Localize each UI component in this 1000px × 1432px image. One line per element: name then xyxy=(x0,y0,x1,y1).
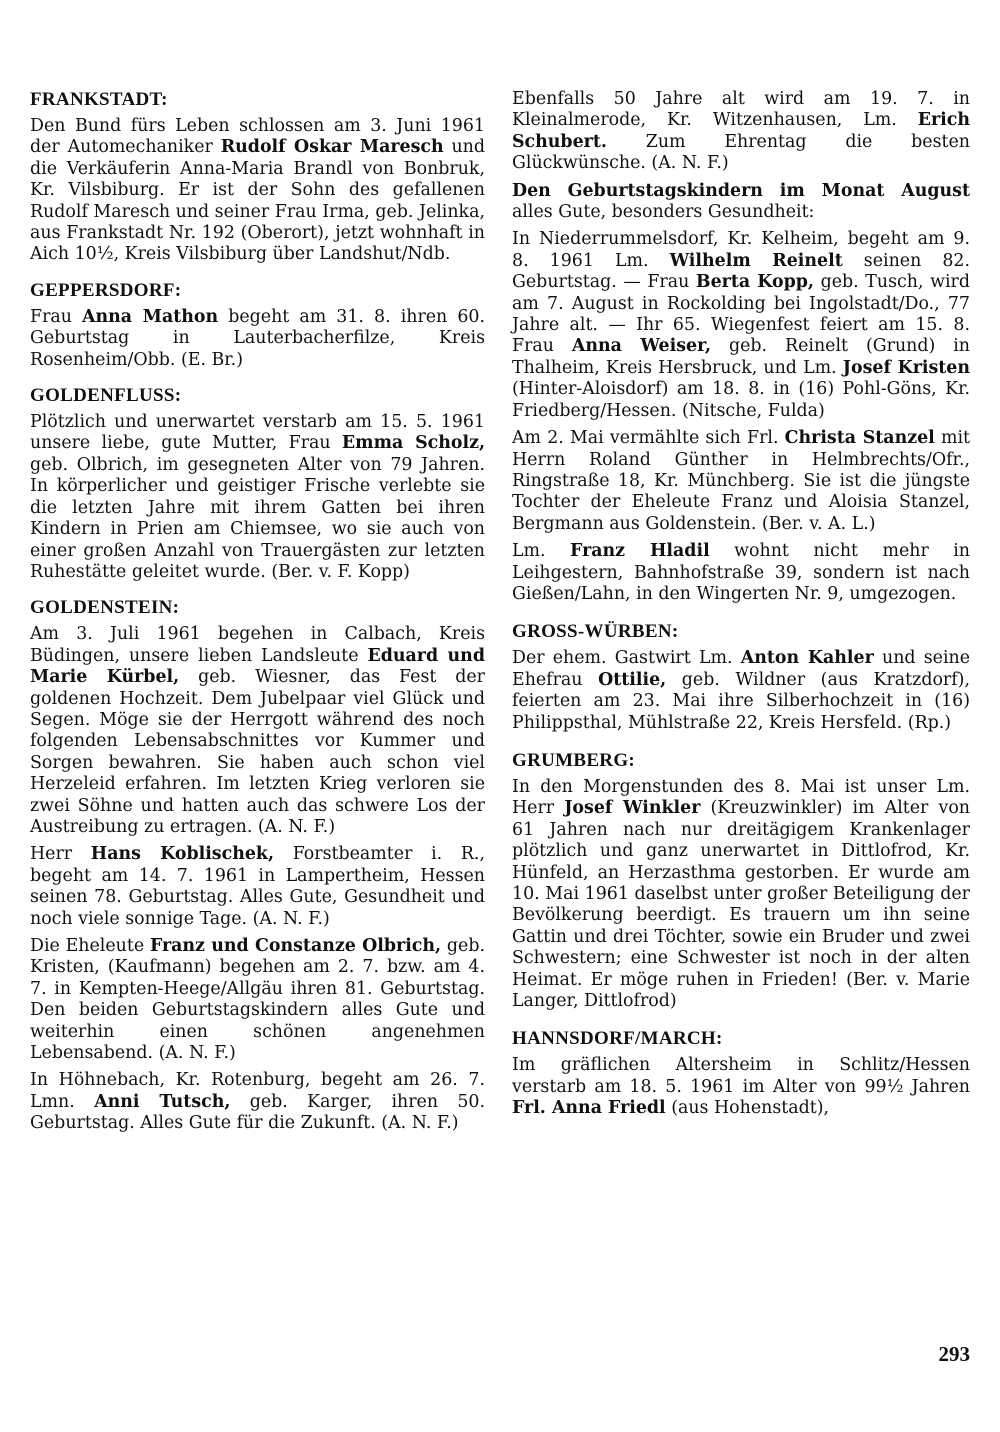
paragraph: Lm. Franz Hladil wohnt nicht mehr in Leihgestern, Bahnhofstraße 39, sondern ist nach Gießen/Lahn, in den Wingerten Nr. 9, umgezogen. xyxy=(512,541,970,604)
paragraph: Am 3. Juli 1961 begehen in Calbach, Kreis Büdingen, unsere lieben Landsleute Eduard und Marie Kürbel, geb. Wiesner, das Fest der goldenen Hochzeit. Dem Jubelpaar viel Glück und Segen. Möge sie der Herrgott während des noch folgenden Lebensabschnittes vor Kummer und Sorgen bewahren. Sie haben auch schon viel Herzeleid erfahren. Im letzten Krieg verloren sie zwei Söhne und hatten auch das schwere Los der Austreibung zu ertragen. (A. N. F.) xyxy=(30,624,485,837)
paragraph: In den Morgenstunden des 8. Mai ist unser Lm. Herr Josef Winkler (Kreuzwinkler) im Alter von 61 Jahren nach nur dreitägigem Krankenlager plötzlich und ganz unerwartet in Dittlofrod, Kr. Hünfeld, an Herzasthma gestorben. Er wurde am 10. Mai 1961 daselbst unter großer Beteiligung der Bevölkerung beerdigt. Es trauern um ihn seine Gattin und drei Töchter, sowie ein Bruder und zwei Schwestern; eine Schwester ist noch in der alten Heimat. Er möge ruhen in Frieden! (Ber. v. Marie Langer, Dittlofrod) xyxy=(512,776,970,1012)
section-heading-goldenfluss: GOLDENFLUSS: xyxy=(30,385,182,407)
paragraph: Der ehem. Gastwirt Lm. Anton Kahler und seine Ehefrau Ottilie, geb. Wildner (aus Kratzdorf), feierten am 23. Mai ihre Silberhochzeit in (16) Philippsthal, Mühlstraße 22, Kreis Hersfeld. (Rp.) xyxy=(512,648,971,733)
page-number: 293 xyxy=(938,1342,970,1366)
paragraph: Den Bund fürs Leben schlossen am 3. Juni 1961 der Automechaniker Rudolf Oskar Maresch und die Verkäuferin Anna-Maria Brandl von Bonbruk, Kr. Vilsbiburg. Er ist der Sohn des gefallenen Rudolf Maresch und seiner Frau Irma, geb. Jelinka, aus Frankstadt Nr. 192 (Oberort), jetzt wohnhaft in Aich 10½, Kreis Vilsbiburg über Landshut/Ndb. xyxy=(30,116,486,265)
paragraph: Am 2. Mai vermählte sich Frl. Christa Stanzel mit Herrn Roland Günther in Helmbrechts/Ofr., Ringstraße 18, Kr. Münchberg. Sie ist die jüngste Tochter der Eheleute Franz und Aloisia Stanzel, Bergmann aus Goldenstein. (Ber. v. A. L.) xyxy=(512,428,970,534)
section-heading-frankstadt: FRANKSTADT: xyxy=(30,89,168,110)
section-heading-gross-wuerben: GROSS-WÜRBEN: xyxy=(512,621,679,643)
paragraph: Frau Anna Mathon begeht am 31. 8. ihren 60. Geburtstag in Lauterbacherfilze, Kreis Rosenheim/Obb. (E. Br.) xyxy=(30,306,485,370)
paragraph: Im gräflichen Altersheim in Schlitz/Hessen verstarb am 18. 5. 1961 im Alter von 99½ Jahren Frl. Anna Friedl (aus Hohenstadt), xyxy=(512,1055,970,1119)
left-column xyxy=(30,89,485,1141)
paragraph: Den Geburtstagskindern im Monat August alles Gute, besonders Gesundheit: xyxy=(512,180,970,223)
paragraph: Ebenfalls 50 Jahre alt wird am 19. 7. in Kleinalmerode, Kr. Witzenhausen, Lm. Erich Schubert. Zum Ehrentag die besten Glückwünsche. (A. N. F.) xyxy=(512,89,970,174)
paragraph: Herr Hans Koblischek, Forstbeamter i. R., begeht am 14. 7. 1961 in Lampertheim, Hessen seinen 78. Geburtstag. Alles Gute, Gesundheit und noch viele sonnige Tage. (A. N. F.) xyxy=(30,844,485,929)
section-heading-geppersdorf: GEPPERSDORF: xyxy=(30,279,182,301)
right-column xyxy=(512,89,970,1126)
paragraph: Die Eheleute Franz und Constanze Olbrich, geb. Kristen, (Kaufmann) begehen am 2. 7. bzw. am 4. 7. in Kempten-Heege/Allgäu ihren 81. Geburtstag. Den beiden Geburtstagskindern alles Gute und weiterhin einen schönen angenehmen Lebensabend. (A. N. F.) xyxy=(30,936,485,1064)
paragraph: In Höhnebach, Kr. Rotenburg, begeht am 26. 7. Lmn. Anni Tutsch, geb. Karger, ihren 50. Geburtstag. Alles Gute für die Zukunft. (A. N. F.) xyxy=(30,1070,486,1134)
paragraph: In Niederrummelsdorf, Kr. Kelheim, begeht am 9. 8. 1961 Lm. Wilhelm Reinelt seinen 82. Geburtstag. — Frau Berta Kopp, geb. Tusch, wird am 7. August in Rockolding bei Ingolstadt/Do., 77 Jahre alt. — Ihr 65. Wiegenfest feiert am 15. 8. Frau Anna Weiser, geb. Reinelt (Grund) in Thalheim, Kreis Hersbruck, und Lm. Josef Kristen (Hinter-Aloisdorf) am 18. 8. in (16) Pohl-Göns, Kr. Friedberg/Hessen. (Nitsche, Fulda) xyxy=(512,229,970,421)
section-heading-hannsdorf-march: HANNSDORF/MARCH: xyxy=(512,1028,723,1050)
section-heading-goldenstein: GOLDENSTEIN: xyxy=(30,597,180,619)
paragraph: Plötzlich und unerwartet verstarb am 15. 5. 1961 unsere liebe, gute Mutter, Frau Emma Scholz, geb. Olbrich, im gesegneten Alter von 79 Jahren. In körperlicher und geistiger Frische verlebte sie die letzten Jahre mit ihrem Gatten bei ihren Kindern in Prien am Chiemsee, wo sie auch von einer großen Anzahl von Trauergästen zur letzten Ruhestätte geleitet wurde. (Ber. v. F. Kopp) xyxy=(30,412,485,582)
section-heading-grumberg: GRUMBERG: xyxy=(512,749,636,771)
